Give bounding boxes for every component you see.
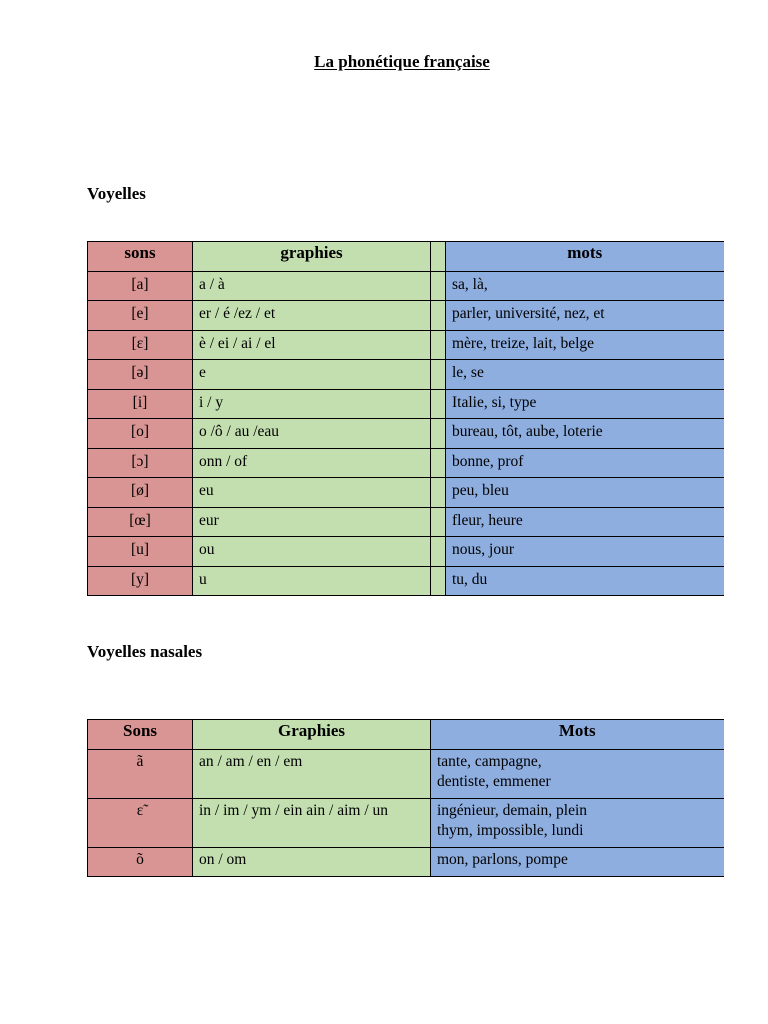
header-sons: Sons [88, 720, 193, 750]
spacer-cell [431, 537, 446, 567]
mots-line: dentiste, emmener [437, 772, 551, 790]
table-row [88, 301, 724, 331]
mots-cell: le, se [446, 360, 724, 390]
mots-line: thym, impossible, lundi [437, 821, 584, 839]
table-header-row [88, 242, 724, 272]
nasal-vowels-table [87, 719, 724, 877]
graphies-cell: er / é /ez / et [193, 301, 431, 331]
graphies-cell: o /ô / au /eau [193, 419, 431, 449]
mots-cell [431, 750, 724, 799]
son-cell: [u] [88, 537, 193, 567]
header-mots: mots [446, 242, 724, 272]
son-cell: õ [88, 848, 193, 877]
table-row [88, 419, 724, 449]
spacer-cell [431, 301, 446, 331]
son-cell: [e] [88, 301, 193, 331]
spacer-cell [431, 419, 446, 449]
spacer-cell [431, 271, 446, 301]
mots-line: ingénieur, demain, plein [437, 802, 588, 819]
graphies-cell: in / im / ym / ein ain / aim / un [193, 799, 431, 848]
spacer-cell [431, 478, 446, 508]
graphies-cell: an / am / en / em [193, 750, 431, 799]
table-row [88, 448, 724, 478]
oral-vowels-table [87, 241, 724, 596]
son-cell: [a] [88, 271, 193, 301]
son-cell: ɛ̃ [88, 799, 193, 848]
table-row [88, 799, 724, 848]
mots-cell: tu, du [446, 566, 724, 596]
mots-cell: peu, bleu [446, 478, 724, 508]
table-row [88, 507, 724, 537]
table-row [88, 271, 724, 301]
table-row [88, 360, 724, 390]
page-title: La phonétique française [314, 52, 490, 71]
table-row [88, 478, 724, 508]
table-row [88, 389, 724, 419]
spacer-cell [431, 242, 446, 272]
graphies-cell: eur [193, 507, 431, 537]
table-row [88, 330, 724, 360]
table-row [88, 848, 724, 877]
graphies-cell: onn / of [193, 448, 431, 478]
spacer-cell [431, 566, 446, 596]
son-cell: [y] [88, 566, 193, 596]
header-mots: Mots [431, 720, 724, 750]
mots-cell: bureau, tôt, aube, loterie [446, 419, 724, 449]
son-cell: [ə] [88, 360, 193, 390]
mots-cell: fleur, heure [446, 507, 724, 537]
mots-cell [431, 848, 724, 877]
mots-cell: parler, université, nez, et [446, 301, 724, 331]
graphies-cell: eu [193, 478, 431, 508]
graphies-cell: a / à [193, 271, 431, 301]
mots-cell: sa, là, [446, 271, 724, 301]
table-header-row [88, 720, 724, 750]
graphies-cell: on / om [193, 848, 431, 877]
mots-line: mon, parlons, pompe [437, 851, 568, 868]
header-graphies: Graphies [193, 720, 431, 750]
spacer-cell [431, 360, 446, 390]
son-cell: [o] [88, 419, 193, 449]
table-row [88, 566, 724, 596]
header-sons: sons [88, 242, 193, 272]
spacer-cell [431, 448, 446, 478]
son-cell: [ɔ] [88, 448, 193, 478]
graphies-cell: è / ei / ai / el [193, 330, 431, 360]
header-graphies: graphies [193, 242, 431, 272]
graphies-cell: u [193, 566, 431, 596]
table-row [88, 750, 724, 799]
section-heading-voyelles-nasales: Voyelles nasales [87, 642, 203, 661]
mots-cell: bonne, prof [446, 448, 724, 478]
mots-cell: Italie, si, type [446, 389, 724, 419]
son-cell: [ø] [88, 478, 193, 508]
spacer-cell [431, 330, 446, 360]
mots-cell: nous, jour [446, 537, 724, 567]
mots-cell [431, 799, 724, 848]
spacer-cell [431, 507, 446, 537]
graphies-cell: i / y [193, 389, 431, 419]
spacer-cell [431, 389, 446, 419]
mots-cell: mère, treize, lait, belge [446, 330, 724, 360]
son-cell: [œ] [88, 507, 193, 537]
son-cell: [i] [88, 389, 193, 419]
graphies-cell: e [193, 360, 431, 390]
graphies-cell: ou [193, 537, 431, 567]
section-heading-voyelles: Voyelles [87, 184, 146, 203]
son-cell: [ɛ] [88, 330, 193, 360]
mots-line: tante, campagne, [437, 753, 542, 770]
table-row [88, 537, 724, 567]
son-cell: ã [88, 750, 193, 799]
